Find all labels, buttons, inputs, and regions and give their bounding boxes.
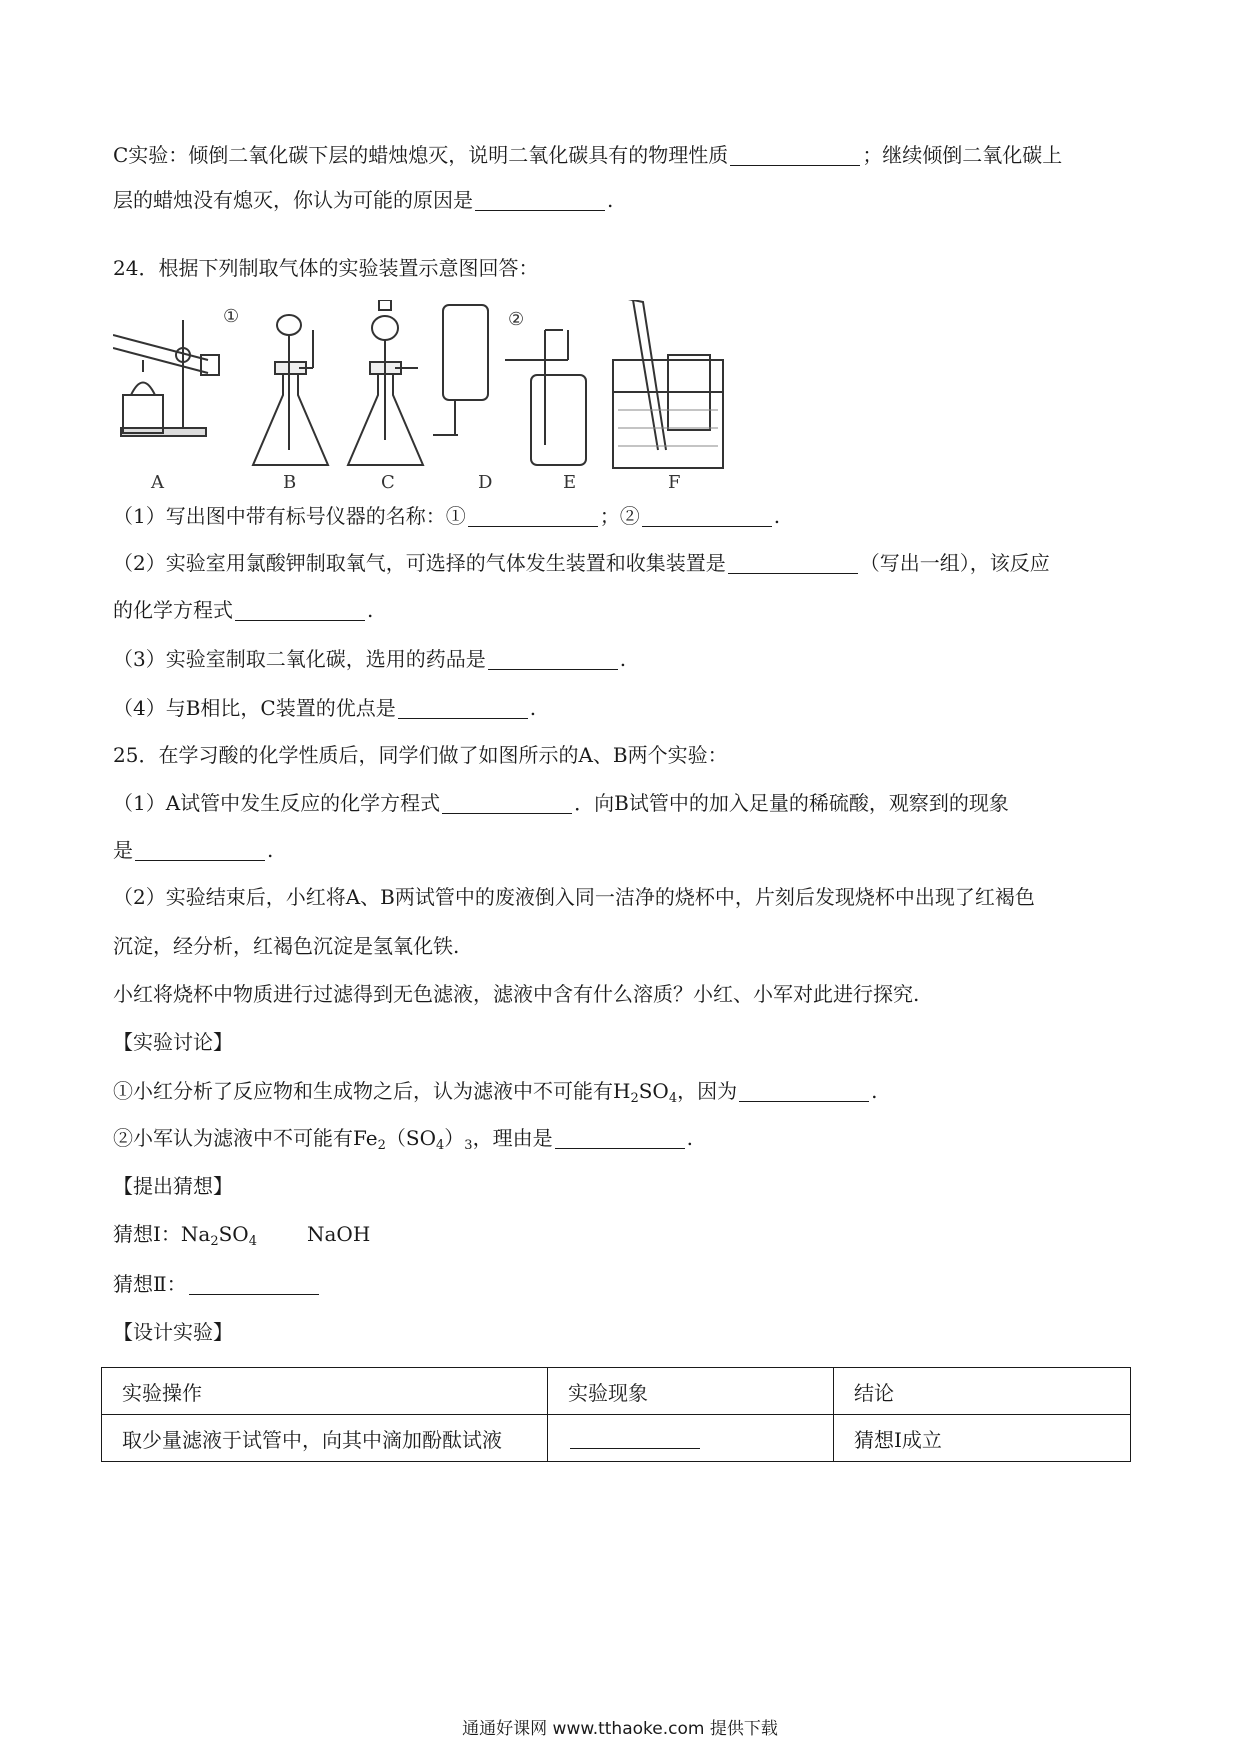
text: . <box>267 838 274 862</box>
table-cell: 猜想Ⅰ成立 <box>834 1415 1131 1462</box>
text: ①小红分析了反应物和生成物之后，认为滤液中不可能有H <box>113 1079 631 1103</box>
subscript: 4 <box>436 1138 445 1153</box>
discussion-2 <box>113 1124 693 1160</box>
table-cell: 取少量滤液于试管中，向其中滴加酚酞试液 <box>102 1415 548 1462</box>
answer-blank[interactable] <box>555 1128 685 1149</box>
answer-blank[interactable] <box>235 600 365 621</box>
discussion-title: 【实验讨论】 <box>113 1030 233 1054</box>
footer: 通通好课网 www.tthaoke.com 提供下载 <box>462 1719 778 1739</box>
q25-title: 25．在学习酸的化学性质后，同学们做了如图所示的A、B两个实验： <box>113 743 728 767</box>
q25-part1-line2 <box>113 836 273 864</box>
text: ） <box>444 1126 465 1150</box>
design-title: 【设计实验】 <box>113 1320 233 1344</box>
text: ，因为 <box>677 1079 738 1103</box>
table-header-row <box>102 1368 1131 1415</box>
text: （1）写出图中带有标号仪器的名称：① <box>113 504 466 528</box>
text: NaOH <box>307 1222 371 1246</box>
subscript: 2 <box>377 1138 386 1153</box>
text: 猜想Ⅰ：Na <box>113 1222 211 1246</box>
figure-label-a: A <box>151 472 164 490</box>
marker-1: ① <box>223 306 240 327</box>
text: . <box>367 598 374 622</box>
answer-blank[interactable] <box>730 145 860 166</box>
text: ．向B试管中的加入足量的稀硫酸，观察到的现象 <box>574 791 1009 815</box>
text: . <box>607 188 614 212</box>
subscript: 2 <box>630 1091 639 1106</box>
q-c-line1 <box>113 141 1062 169</box>
table-header: 实验操作 <box>102 1368 548 1415</box>
figure-label-d: D <box>478 472 493 490</box>
figure-label-f: F <box>668 472 681 490</box>
text: （4）与B相比，C装置的优点是 <box>113 696 396 720</box>
text: ；继续倾倒二氧化碳上 <box>862 143 1063 167</box>
table-header: 实验现象 <box>548 1368 834 1415</box>
text: （SO <box>385 1126 437 1150</box>
table-row <box>102 1415 1131 1462</box>
subscript: 4 <box>668 1091 678 1106</box>
text: （2）实验室用氯酸钾制取氧气，可选择的气体发生装置和收集装置是 <box>113 551 726 575</box>
answer-blank[interactable] <box>570 1428 700 1449</box>
table-cell <box>548 1415 834 1462</box>
answer-blank[interactable] <box>728 553 858 574</box>
answer-blank[interactable] <box>475 190 605 211</box>
q24-part4 <box>113 694 536 722</box>
q25-part3: 小红将烧杯中物质进行过滤得到无色滤液，滤液中含有什么溶质？小红、小军对此进行探究. <box>113 982 920 1006</box>
text: . <box>529 696 537 720</box>
hypothesis-1 <box>113 1220 370 1256</box>
figure-label-b: B <box>283 472 297 490</box>
text: （1）A试管中发生反应的化学方程式 <box>113 791 441 815</box>
hypothesis-title: 【提出猜想】 <box>113 1174 233 1198</box>
q24-part2-line2 <box>113 596 373 624</box>
text: SO <box>218 1222 249 1246</box>
text: ；② <box>599 504 640 528</box>
answer-blank[interactable] <box>398 698 528 719</box>
apparatus-figure <box>113 300 793 490</box>
q25-part2-line1: （2）实验结束后，小红将A、B两试管中的废液倒入同一洁净的烧杯中，片刻后发现烧杯中出现了红褐色 <box>113 885 1035 909</box>
text: 层的蜡烛没有熄灭，你认为可能的原因是 <box>113 188 473 212</box>
text: SO <box>638 1079 669 1103</box>
q24-title: 24．根据下列制取气体的实验装置示意图回答： <box>113 256 539 280</box>
text: （写出一组），该反应 <box>859 551 1050 575</box>
discussion-1 <box>113 1077 877 1113</box>
subscript: 2 <box>210 1234 219 1249</box>
marker-2: ② <box>508 309 525 330</box>
text: . <box>773 504 781 528</box>
text: 是 <box>113 838 133 862</box>
figure-label-e: E <box>563 472 577 490</box>
q25-part2-line2: 沉淀，经分析，红褐色沉淀是氢氧化铁. <box>113 934 460 958</box>
design-table <box>101 1367 1131 1462</box>
answer-blank[interactable] <box>189 1274 319 1295</box>
table-header: 结论 <box>834 1368 1131 1415</box>
answer-blank[interactable] <box>642 506 772 527</box>
answer-blank[interactable] <box>488 649 618 670</box>
q24-part1 <box>113 502 780 530</box>
text: ②小军认为滤液中不可能有Fe <box>113 1126 378 1150</box>
text: . <box>686 1126 693 1150</box>
text: （3）实验室制取二氧化碳，选用的药品是 <box>113 647 486 671</box>
answer-blank[interactable] <box>468 506 598 527</box>
q-c-line2 <box>113 186 613 214</box>
answer-blank[interactable] <box>442 793 572 814</box>
answer-blank[interactable] <box>739 1081 869 1102</box>
hypothesis-2 <box>113 1270 321 1298</box>
q24-part3 <box>113 645 626 673</box>
text: ，理由是 <box>472 1126 553 1150</box>
subscript: 3 <box>464 1138 473 1153</box>
text: . <box>619 647 627 671</box>
answer-blank[interactable] <box>135 840 265 861</box>
text: 的化学方程式 <box>113 598 233 622</box>
text: C实验：倾倒二氧化碳下层的蜡烛熄灭，说明二氧化碳具有的物理性质 <box>113 143 729 167</box>
q25-part1-line1 <box>113 789 1009 817</box>
text: . <box>871 1079 878 1103</box>
figure-label-c: C <box>381 472 395 490</box>
subscript: 4 <box>248 1234 257 1249</box>
q24-part2-line1 <box>113 549 1050 577</box>
text: 猜想Ⅱ： <box>113 1272 187 1296</box>
